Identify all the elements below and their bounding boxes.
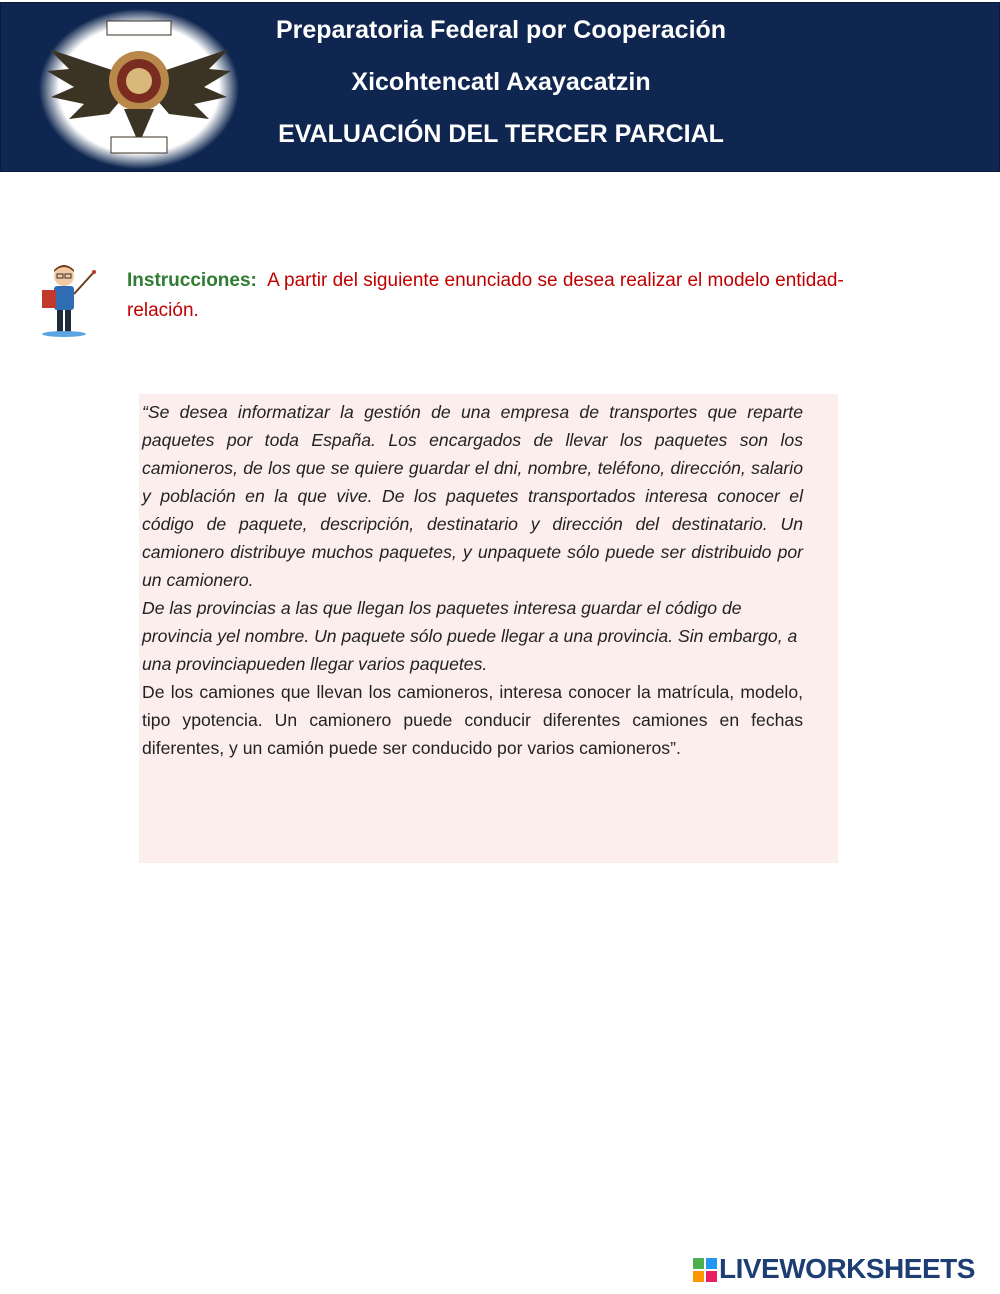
school-name-line1: Preparatoria Federal por Cooperación <box>275 16 727 44</box>
instructions <box>127 266 897 326</box>
statement-paragraph-1: “Se desea informatizar la gestión de una empresa de transportes que reparte paquetes por toda España. Los encargados de llevar los paquetes son los camioneros, de los que se quiere guardar el dni, nombre, teléfono, dirección, salario y población en la que vive. De los paquetes transportados interesa conocer el código de paquete, descripción, destinatario y dirección del destinatario. Un camionero distribuye muchos paquetes, y unpaquete sólo puede ser distribuido por un camionero. <box>142 402 803 590</box>
instructions-text: A partir del siguiente enunciado se desea realizar el modelo entidad-relación. <box>127 270 844 321</box>
teacher-icon <box>36 262 98 338</box>
header-banner <box>0 2 1000 172</box>
statement-paragraph-3: De los camiones que llevan los camioneros, interesa conocer la matrícula, modelo, tipo ypotencia. Un camionero puede conducir diferentes camiones en fechas diferentes, y un camión puede ser conducido por varios camioneros”. <box>142 682 803 758</box>
liveworksheets-logo-icon <box>693 1258 717 1282</box>
problem-statement-box <box>139 394 838 863</box>
liveworksheets-wordmark: LIVEWORKSHEETS <box>719 1253 975 1284</box>
instructions-label: Instrucciones: <box>127 270 257 291</box>
statement-paragraph-2: De las provincias a las que llegan los paquetes interesa guardar el código de provincia yel nombre. Un paquete sólo puede llegar a una provincia. Sin embargo, a una provinciapueden llegar varios paquetes. <box>142 598 798 674</box>
liveworksheets-brand[interactable] <box>693 1255 993 1285</box>
exam-title: EVALUACIÓN DEL TERCER PARCIAL <box>278 120 724 148</box>
school-eagle-emblem <box>39 9 239 169</box>
school-name-line2: Xicohtencatl Axayacatzin <box>351 68 651 96</box>
